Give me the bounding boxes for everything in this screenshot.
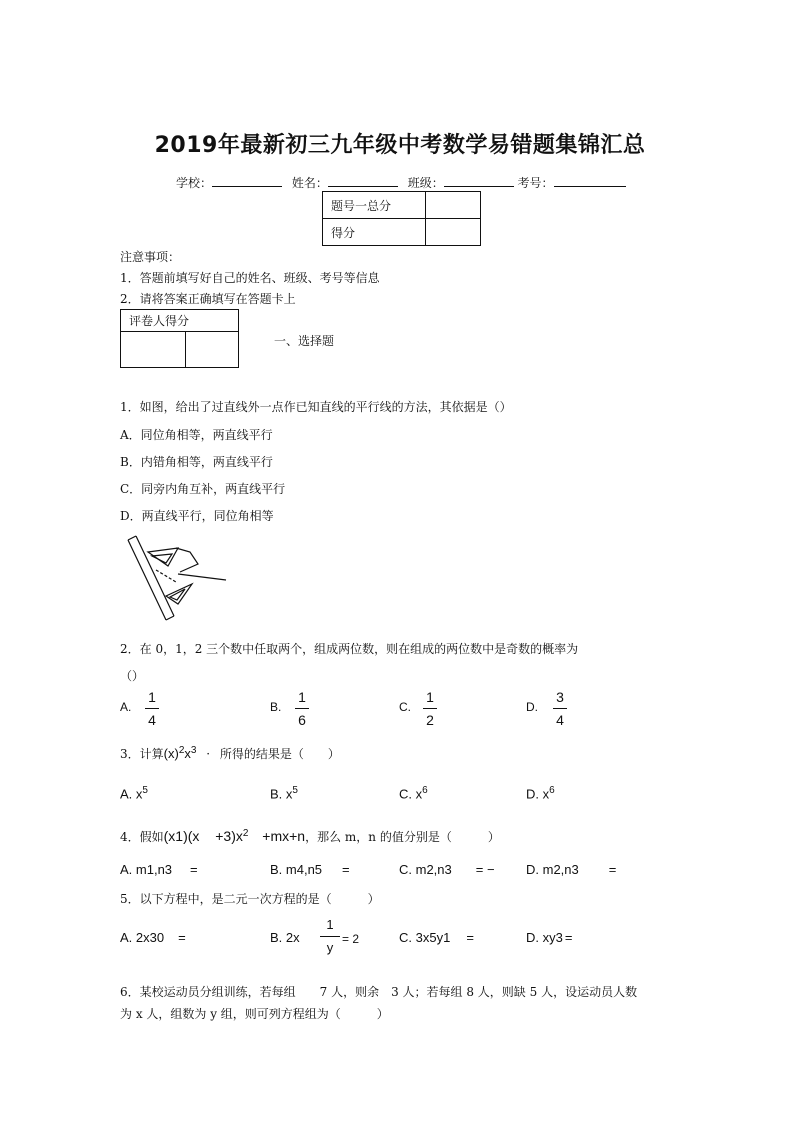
fraction-bar <box>320 936 340 937</box>
option-text: C. 3x5y1 <box>399 930 451 945</box>
score-row-label: 得分 <box>323 219 426 246</box>
question-4-option-b[interactable] <box>270 862 350 877</box>
question-3-suffix: 所得的结果是（ ） <box>219 747 340 761</box>
question-2-stem-paren: （） <box>120 669 145 683</box>
question-3-option-a[interactable] <box>120 785 148 801</box>
question-5-stem: 5．以下方程中，是二元一次方程的是（ ） <box>120 892 380 906</box>
question-3-x: x <box>184 746 191 761</box>
question-2-option-d-fraction <box>553 688 567 729</box>
note-2: 2．请将答案正确填写在答题卡上 <box>120 292 296 306</box>
question-2-option-b-label[interactable]: B. <box>270 700 282 714</box>
option-text: A. 2x30 <box>120 930 165 945</box>
fraction-bar <box>295 708 309 709</box>
question-3-option-b[interactable] <box>270 785 298 801</box>
option-text: B. 2x <box>270 930 300 945</box>
student-info <box>176 174 626 191</box>
school-blank[interactable] <box>212 174 282 187</box>
question-2-option-b-fraction <box>295 688 309 729</box>
question-2-option-a-label[interactable]: A. <box>120 700 132 714</box>
question-4-prefix: 4．假如 <box>120 830 164 844</box>
question-6-line-2: 为 x 人，组数为 y 组，则可列方程组为（ ） <box>120 1007 389 1021</box>
question-5-option-d[interactable] <box>526 930 572 945</box>
name-blank[interactable] <box>328 174 398 187</box>
question-1-stem: 1．如图，给出了过直线外一点作已知直线的平行线的方法，其依据是（） <box>120 400 512 414</box>
question-5-option-b-rhs: = 2 <box>342 932 360 946</box>
question-4-option-c[interactable] <box>399 862 495 877</box>
note-1: 1．答题前填写好自己的姓名、班级、考号等信息 <box>120 271 380 285</box>
option-base: x <box>415 786 423 802</box>
option-equals: = <box>466 930 474 945</box>
score-cell <box>426 219 481 246</box>
option-text: A. m1,n3 <box>120 862 173 877</box>
question-3-option-c[interactable] <box>399 785 428 801</box>
grader-table-header: 评卷人得分 <box>121 310 239 332</box>
question-2-option-c-label[interactable]: C. <box>399 700 411 714</box>
option-exponent: 5 <box>292 785 298 796</box>
fraction-denominator: 2 <box>426 712 434 728</box>
question-3-option-d[interactable] <box>526 785 555 801</box>
question-3-exp2: 3 <box>190 745 197 756</box>
question-1-option-b[interactable]: B．内错角相等，两直线平行 <box>120 455 273 469</box>
option-label: D. <box>526 786 539 802</box>
option-label: C. <box>399 786 412 802</box>
name-label: 姓名： <box>291 176 328 190</box>
fraction-bar <box>553 708 567 709</box>
question-5-option-b[interactable] <box>270 930 300 945</box>
fraction-denominator: 6 <box>298 712 306 728</box>
class-blank[interactable] <box>444 174 514 187</box>
question-4-expr-2: +3)x <box>215 828 243 844</box>
question-2-option-a-fraction <box>145 688 159 729</box>
question-5-option-a[interactable] <box>120 930 186 945</box>
question-4-option-d[interactable] <box>526 862 616 877</box>
score-table-header: 题号一总分 <box>323 192 426 219</box>
fraction-numerator: 1 <box>148 689 156 705</box>
option-equals: = <box>564 930 573 945</box>
option-exponent: 6 <box>422 785 428 796</box>
score-cell <box>426 192 481 219</box>
option-equals: = <box>190 862 198 877</box>
fraction-numerator: 1 <box>326 917 334 932</box>
fraction-denominator: y <box>326 940 334 955</box>
question-1-figure <box>120 534 232 626</box>
fraction-denominator: 4 <box>556 712 564 728</box>
fraction-numerator: 1 <box>426 689 434 705</box>
question-4-expr-1: (x1)(x <box>163 828 200 844</box>
notes-heading: 注意事项： <box>120 250 181 264</box>
question-4-option-a[interactable] <box>120 862 198 877</box>
option-equals: = <box>178 930 186 945</box>
option-equals: = <box>342 862 350 877</box>
option-text: B. m4,n5 <box>270 862 323 877</box>
question-3-expr: (x) <box>163 746 179 761</box>
exam-no-label: 考号： <box>517 176 554 190</box>
question-4-stem <box>120 828 500 845</box>
question-4-suffix: ，那么 m，n 的值分别是（ ） <box>305 830 500 844</box>
section-heading: 一、选择题 <box>274 334 335 348</box>
score-table <box>322 191 481 246</box>
school-label: 学校： <box>176 176 213 190</box>
option-text: C. m2,n3 <box>399 862 452 877</box>
question-6-line-1: 6．某校运动员分组训练，若每组 7 人，则余 3 人；若每组 8 人，则缺 5 人，设运动员人数 <box>120 985 638 999</box>
fraction-numerator: 3 <box>556 689 564 705</box>
question-3-exp1: 2 <box>178 745 185 756</box>
question-4-expr-4: +n <box>289 828 306 844</box>
question-4-expr-3: +mx <box>262 828 290 844</box>
option-exponent: 5 <box>142 785 148 796</box>
question-3-dot: · <box>206 747 211 761</box>
option-label: B. <box>270 786 283 802</box>
option-equals: = <box>608 862 617 877</box>
class-label: 班级： <box>407 176 444 190</box>
question-2-option-c-fraction <box>423 688 437 729</box>
question-5-option-b-fraction <box>320 916 340 957</box>
option-exponent: 6 <box>549 785 555 796</box>
question-2-stem: 2．在 0，1，2 三个数中任取两个，组成两位数，则在组成的两位数中是奇数的概率为 <box>120 642 579 656</box>
fraction-bar <box>423 708 437 709</box>
option-label: A. <box>120 786 133 802</box>
question-2-option-d-label[interactable]: D. <box>526 700 538 714</box>
question-3-prefix: 3．计算 <box>120 747 164 761</box>
option-text: D. m2,n3 <box>526 862 579 877</box>
fraction-numerator: 1 <box>298 689 306 705</box>
fraction-bar <box>145 708 159 709</box>
question-1-option-a[interactable]: A．同位角相等，两直线平行 <box>120 428 273 442</box>
question-4-exp: 2 <box>242 828 249 839</box>
option-equals: = − <box>475 862 495 877</box>
question-1-option-c[interactable]: C．同旁内角互补，两直线平行 <box>120 482 286 496</box>
option-base: x <box>285 786 293 802</box>
grader-table <box>120 309 239 368</box>
grader-cell <box>121 332 186 368</box>
grader-cell <box>186 332 239 368</box>
exam-no-blank[interactable] <box>554 174 626 187</box>
option-base: x <box>542 786 550 802</box>
page-title: 2019年最新初三九年级中考数学易错题集锦汇总 <box>154 133 646 158</box>
question-5-option-c[interactable] <box>399 930 474 945</box>
fraction-denominator: 4 <box>148 712 156 728</box>
option-text: D. xy3 <box>526 930 563 945</box>
option-base: x <box>135 786 143 802</box>
question-3-stem <box>120 745 340 762</box>
question-1-option-d[interactable]: D．两直线平行，同位角相等 <box>120 509 274 523</box>
